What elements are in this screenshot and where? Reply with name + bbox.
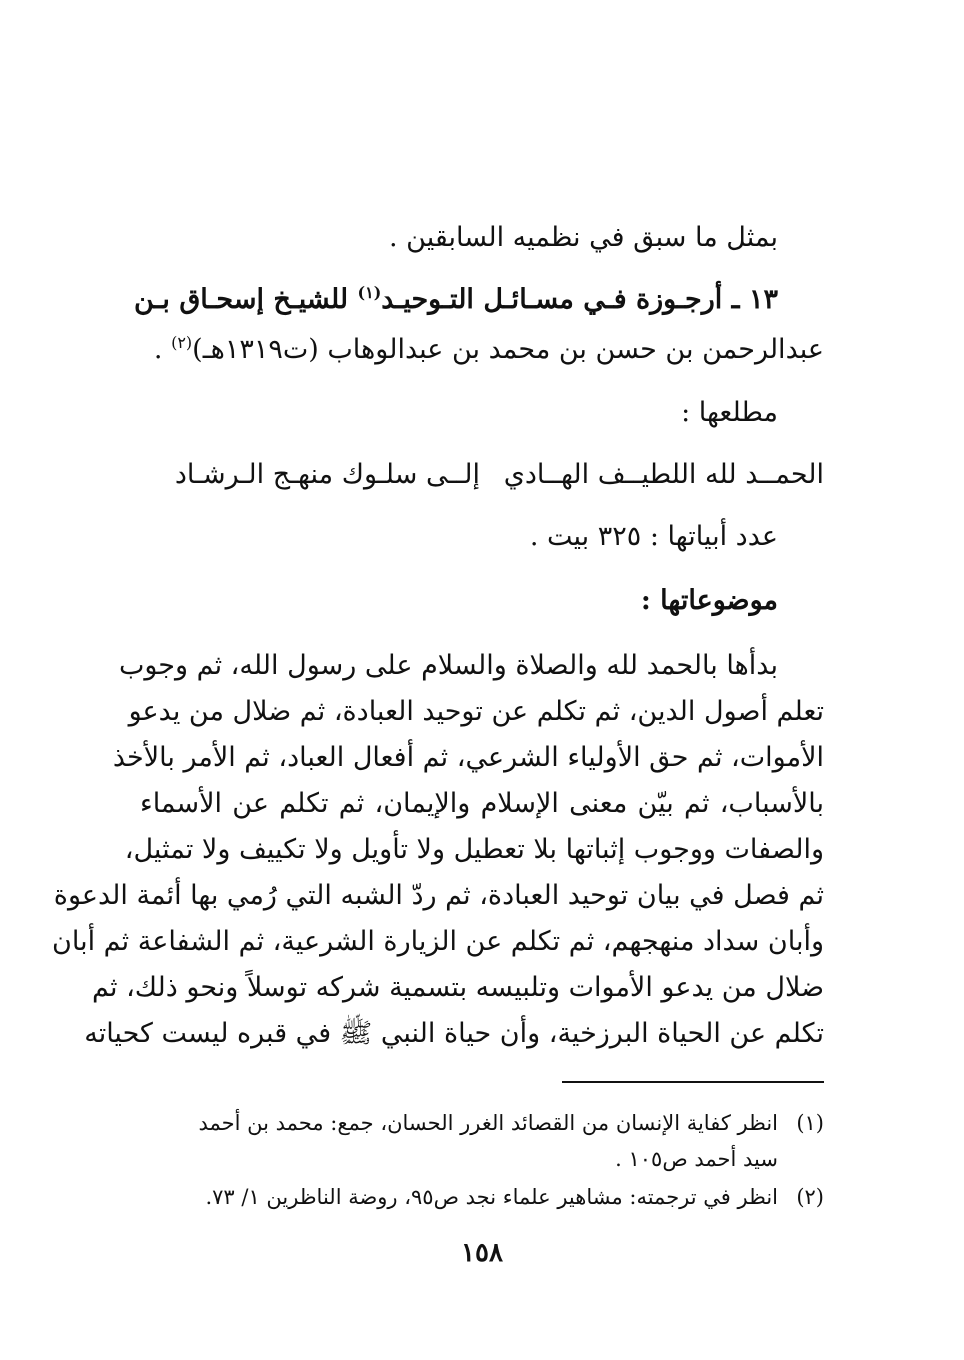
entry-author-line (154, 330, 824, 370)
paragraph-line: تعلم أصول الدين، ثم تكلم عن توحيد العبادة، ثم ضلال من يدعو (128, 696, 824, 727)
author-name: عبدالرحمن بن حسن بن محمد بن عبدالوهاب (ت١٣١٩هـ) (192, 334, 824, 365)
page-number: ١٥٨ (461, 1238, 503, 1268)
topics-label: موضوعاتها : (640, 585, 778, 616)
footnote-text-continued: سيد أحمد ص١٠٥ . (615, 1147, 778, 1171)
footnote-number: (٢) (796, 1185, 824, 1209)
footnote-text: انظر كفاية الإنسان من القصائد الغرر الحسان، جمع: محمد بن أحمد (198, 1111, 778, 1135)
paragraph-line: ثم فصل في بيان توحيد العبادة، ثم ردّ الشبه التي رُمي بها أئمة الدعوة (53, 880, 824, 911)
verse-second-hemistich: إلــى سلـوك منهـج الـرشـاد (174, 459, 480, 490)
footnote-text: انظر في ترجمته: مشاهير علماء نجد ص٩٥، روضة الناظرين ١/ ٧٣. (205, 1185, 778, 1209)
paragraph-line: بالأسباب، ثم بيّن معنى الإسلام والإيمان، ثم تكلم عن الأسماء (140, 788, 824, 819)
continuation-line: بمثل ما سبق في نظميه السابقين . (389, 222, 778, 253)
entry-title (134, 280, 778, 320)
paragraph-line: وأبان سداد منهجهم، ثم تكلم عن الزيارة الشرعية، ثم الشفاعة ثم أبان (52, 926, 824, 957)
footnote-ref-2: (٢) (171, 333, 193, 352)
entry-title-author: للشيـخ إسحـاق بـن (133, 284, 358, 315)
verse-first-hemistich: الحمــد لله اللطيــف الهــادي (503, 459, 824, 490)
entry-title-text: ١٣ ـ أرجـوزة فـي مسـائـل التـوحيـد (381, 284, 778, 315)
paragraph-line: ضلال من يدعو الأموات وتلبيسه بتسمية شركه توسلاً ونحو ذلك، ثم (92, 972, 824, 1003)
verse-count: عدد أبياتها : ٣٢٥ بيت . (529, 521, 778, 552)
paragraph-line: بدأها بالحمد لله والصلاة والسلام على رسول الله، ثم وجوب (118, 650, 778, 681)
paragraph-line: والصفات ووجوب إثباتها بلا تعطيل ولا تأويل ولا تكييف ولا تمثيل، (124, 834, 824, 865)
footnote-separator (562, 1081, 824, 1083)
footnote-number: (١) (796, 1111, 824, 1135)
footnote-ref-1: (١) (357, 283, 382, 302)
paragraph-line: تكلم عن الحياة البرزخية، وأن حياة النبي ﷺ في قبره ليست كحياته (84, 1018, 824, 1049)
author-line-end: . (153, 334, 172, 365)
opening-label: مطلعها : (681, 397, 778, 428)
paragraph-line: الأموات، ثم حق الأولياء الشرعي، ثم أفعال العباد، ثم الأمر بالأخذ (112, 742, 824, 773)
